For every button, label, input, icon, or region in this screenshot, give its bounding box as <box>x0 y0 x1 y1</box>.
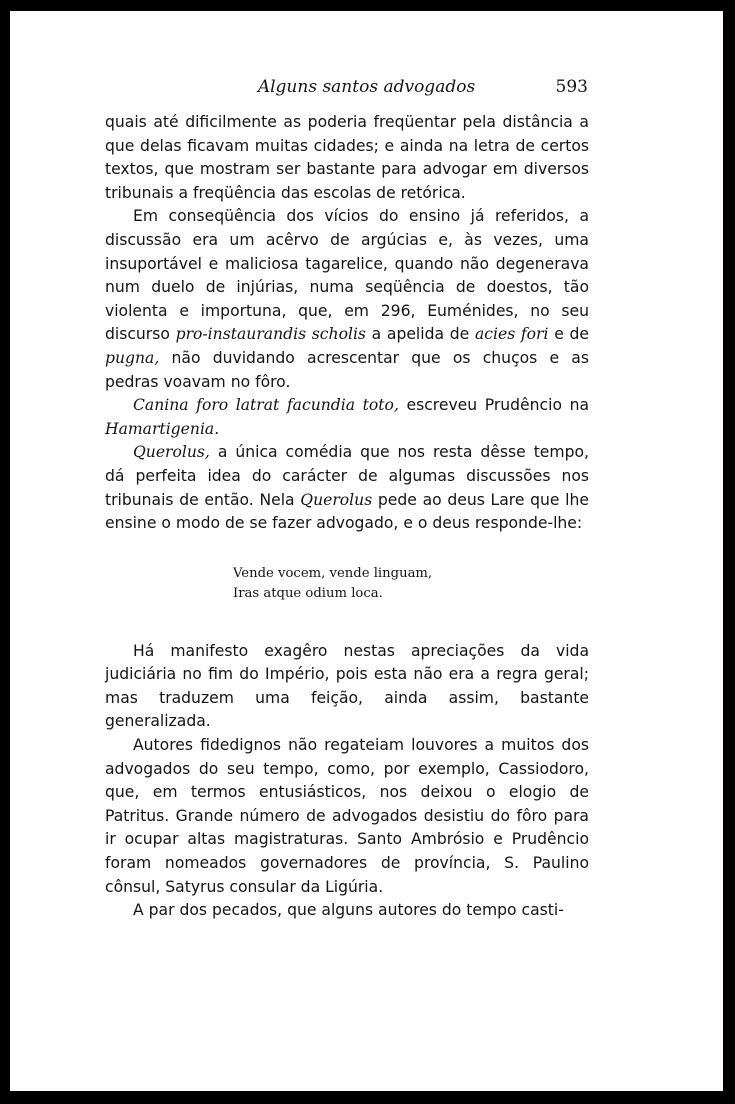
paragraph-text: não duvidando acrescentar que os chuços e as pedras voavam no fôro. <box>105 348 589 391</box>
work-title: Hamartigenia. <box>105 419 220 438</box>
latin-phrase: pugna, <box>105 348 160 367</box>
page-number: 593 <box>555 77 588 97</box>
running-title: Alguns santos advogados <box>257 77 476 97</box>
paragraph-vices <box>105 205 589 394</box>
latin-verse: Canina foro latrat facundia toto, <box>133 396 399 415</box>
quote-line: Iras atque odium loca. <box>233 585 383 601</box>
quote-line: Vende vocem, vende linguam, <box>233 565 433 581</box>
work-title: Querolus, <box>133 443 210 462</box>
paragraph-querolus <box>105 441 589 535</box>
latin-phrase: pro-instaurandis scholis <box>175 325 366 344</box>
character-name: Querolus <box>300 490 373 509</box>
paragraph-prudencio <box>105 394 589 441</box>
latin-phrase: acies fori <box>474 325 549 344</box>
paragraph-sins: A par dos pecados, que alguns autores do tempo casti- <box>133 901 564 920</box>
page-header <box>10 77 723 101</box>
paragraph-continuation: quais até dificilmente as poderia freqüentar pela distância a que delas ficavam muitas cidades; e ainda na letra de certos textos, que mostram ser bastante para advogar em diversos tribunais a freqüência das escolas de retórica. <box>105 113 589 202</box>
paragraph-authors: Autores fidedignos não regateiam louvores a muitos dos advogados do seu tempo, como, por exemplo, Cassiodoro, que, em termos entusiásticos, nos deixou o elogio de Patritus. Grande número de advogados desistiu do fôro para ir ocupar altas magistraturas. Santo Ambrósio e Prudêncio foram nomeados governadores de província, S. Paulino cônsul, Satyrus consular da Ligúria. <box>105 736 589 896</box>
paragraph-text: escreveu Prudêncio na <box>398 396 590 415</box>
paragraph-text: a única comédia que nos resta dêsse tempo, dá perfeita idea do carácter de algumas discussões nos tribunais de então. Nela <box>105 443 589 509</box>
paragraph-text: Em conseqüência dos vícios do ensino já referidos, a discussão era um acêrvo de argúcias e, às vezes, uma insuportável e maliciosa tagarelice, quando não degenerava num duelo de injúrias, numa seqüência de doestos, tão violenta e importuna, que, em 296, Euménides, no seu discurso <box>105 207 589 344</box>
paragraph-text: pede ao deus Lare que lhe ensine o modo de se fazer advogado, e o deus responde-lhe: <box>105 490 589 533</box>
verse-quote <box>105 564 589 604</box>
body-text <box>105 111 589 923</box>
book-page <box>10 11 723 1091</box>
paragraph-exaggeration: Há manifesto exagêro nestas apreciações da vida judiciária no fim do Império, pois esta não era a regra geral; mas traduzem uma feição, ainda assim, bastante generalizada. <box>105 641 589 731</box>
paragraph-text: a apelida de <box>365 325 475 344</box>
paragraph-text: e de <box>548 325 589 344</box>
